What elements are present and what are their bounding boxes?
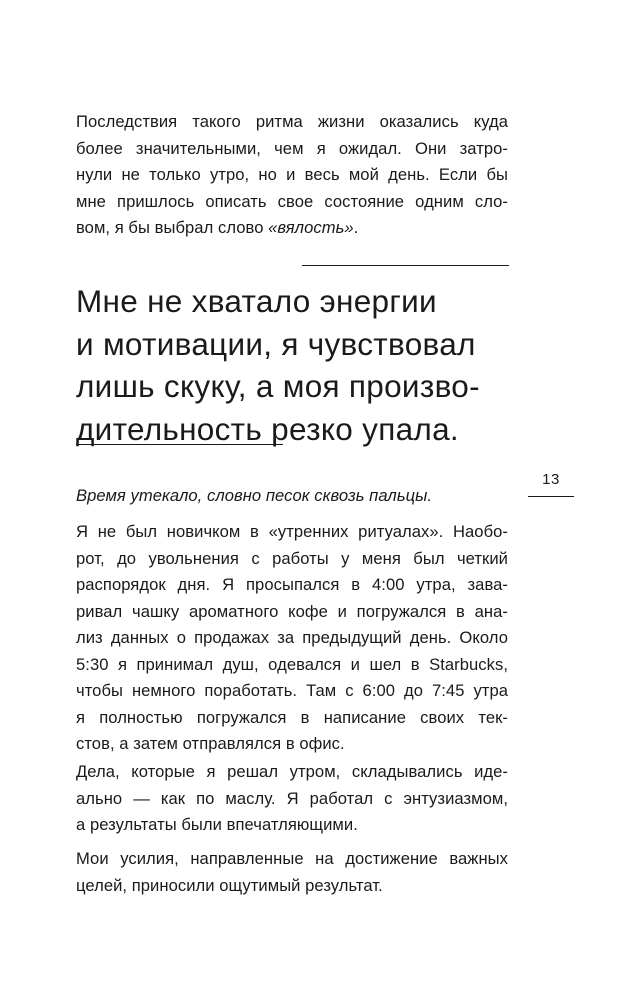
pull-quote	[76, 280, 510, 450]
paragraph-line: ально — как по маслу. Я работал с энтузиазмом,	[76, 788, 508, 808]
paragraph-morning-tasks	[76, 759, 508, 839]
paragraph-last-line	[76, 215, 508, 242]
paragraph-efforts	[76, 846, 508, 899]
epigraph: Время утекало, словно песок сквозь пальцы.	[76, 486, 433, 505]
last-line-suffix: .	[353, 218, 359, 237]
paragraph-line: Мои усилия, направленные на достижение важных	[76, 849, 508, 868]
paragraph-line: 5:30 я принимал душ, одевался и шел в Starbucks,	[76, 654, 508, 674]
paragraph-line: целей, приносили ощутимый результат.	[76, 875, 383, 895]
paragraph-line: стов, а затем отправлялся в офис.	[76, 734, 345, 753]
paragraph-line: лиз данных о продажах за предыдущий день. Около	[76, 628, 508, 647]
paragraph-line: Последствия такого ритма жизни оказались куда	[76, 112, 508, 131]
paragraph-line: чтобы немного поработать. Там с 6:00 до 7:45 утра	[76, 681, 508, 700]
paragraph-line: распорядок дня. Я просыпался в 4:00 утра, зава-	[76, 575, 508, 594]
paragraph-line: ривал чашку ароматного кофе и погружался в ана-	[76, 601, 508, 621]
last-line-prefix: вом, я бы выбрал слово	[76, 218, 269, 237]
paragraph-line: рот, до увольнения с работы у меня был четкий	[76, 548, 508, 568]
pull-quote-top-rule	[302, 265, 509, 266]
paragraph-line: а результаты были впечатляющими.	[76, 815, 358, 834]
pull-quote-bottom-rule	[76, 444, 283, 445]
pull-quote-line: и мотивации, я чувствовал	[76, 325, 476, 362]
paragraph-line: Дела, которые я решал утром, складывались иде-	[76, 762, 508, 781]
emphasis-word: «вялость»	[268, 218, 354, 237]
paragraph-consequences	[76, 109, 508, 242]
pull-quote-line: лишь скуку, а моя произво-	[76, 368, 480, 404]
paragraph-line: более значительными, чем я ожидал. Они затро-	[76, 138, 508, 158]
pull-quote-line: дительность резко упала.	[76, 410, 459, 447]
paragraph-line: нули не только утро, но и весь мой день. Если бы	[76, 165, 508, 184]
paragraph-line: мне пришлось описать свое состояние одним сло-	[76, 191, 508, 211]
page-number-rule	[528, 496, 574, 497]
paragraph-line: Я не был новичком в «утренних ритуалах». Наобо-	[76, 522, 508, 541]
paragraph-morning-rituals	[76, 519, 508, 758]
page-number: 13	[542, 471, 560, 488]
pull-quote-line: Мне не хватало энергии	[76, 283, 437, 319]
paragraph-line: я полностью погружался в написание своих тек-	[76, 707, 508, 727]
